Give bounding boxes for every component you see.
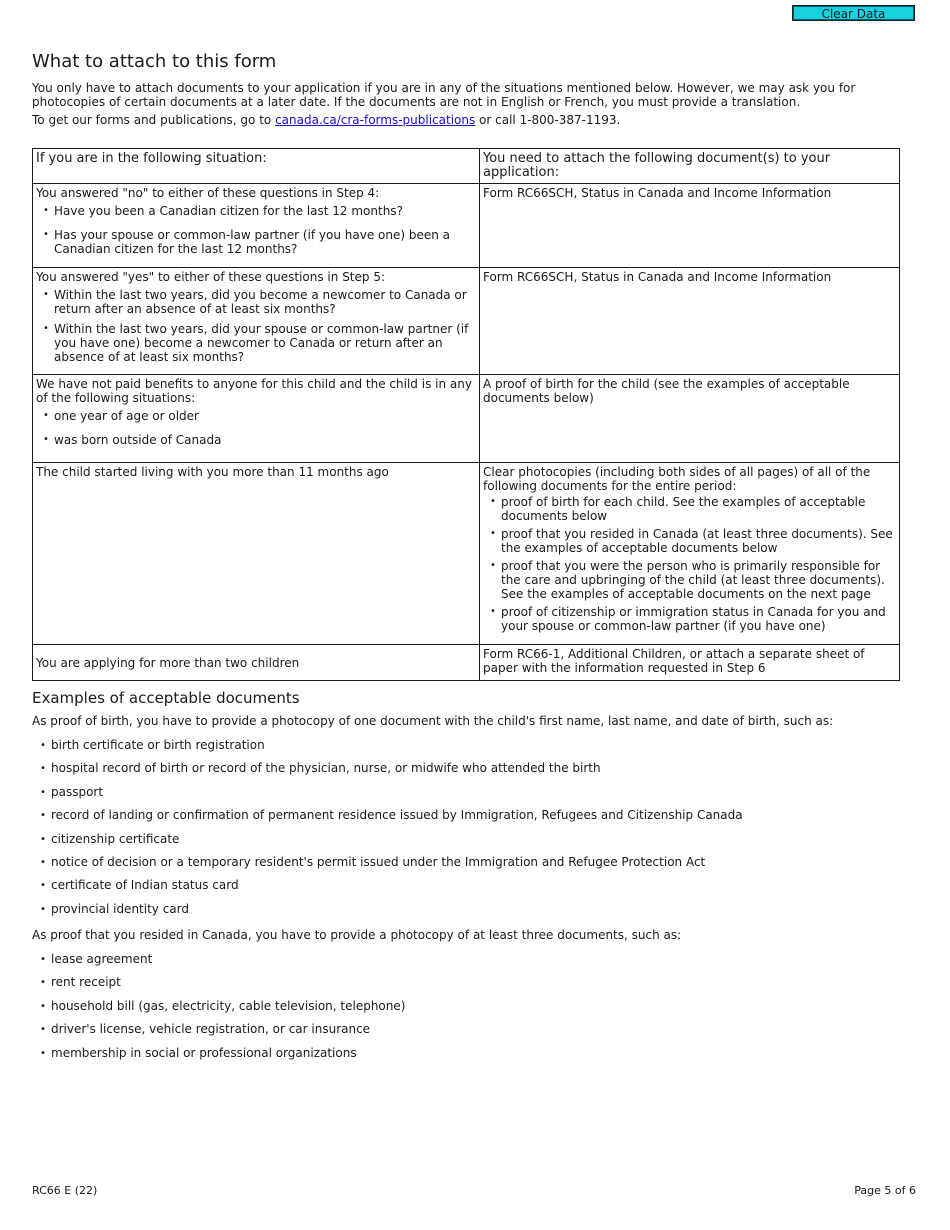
situation-bullets bbox=[36, 288, 476, 364]
residence-proof-list bbox=[32, 952, 912, 1069]
situation-bullets bbox=[36, 204, 476, 256]
requirements-table bbox=[32, 148, 900, 681]
situation-text: You answered "no" to either of these questions in Step 4: bbox=[36, 186, 380, 200]
list-item: • Within the last two years, did your spouse or common-law partner (if you have one) become a newcomer to Canada or return after an absence of at least six months? bbox=[36, 322, 476, 364]
table-row bbox=[33, 268, 900, 375]
forms-line-after: or call 1-800-387-1193. bbox=[475, 113, 621, 127]
forms-line-before: To get our forms and publications, go to bbox=[32, 113, 276, 127]
situation-cell bbox=[33, 184, 480, 268]
list-item: • passport bbox=[32, 785, 912, 808]
birth-proof-list bbox=[32, 738, 912, 925]
clear-data-button[interactable]: Clear Data bbox=[792, 5, 915, 21]
situation-cell bbox=[33, 268, 480, 375]
list-item: • record of landing or confirmation of permanent residence issued by Immigration, Refugees and Citizenship Canada bbox=[32, 808, 912, 831]
table-row bbox=[33, 645, 900, 681]
examples-title: Examples of acceptable documents bbox=[32, 689, 300, 707]
forms-publications-line bbox=[32, 113, 620, 128]
situation-cell: The child started living with you more than 11 months ago bbox=[33, 463, 480, 645]
list-item: • proof that you resided in Canada (at least three documents). See the examples of acceptable documents below bbox=[483, 527, 896, 555]
table-row bbox=[33, 184, 900, 268]
residence-proof-section bbox=[32, 928, 912, 1069]
list-item: • was born outside of Canada bbox=[36, 433, 476, 447]
situation-cell: You are applying for more than two children bbox=[33, 645, 480, 681]
list-item: • proof of birth for each child. See the examples of acceptable documents below bbox=[483, 495, 896, 523]
documents-cell: Form RC66-1, Additional Children, or attach a separate sheet of paper with the information requested in Step 6 bbox=[480, 645, 900, 681]
list-item: • hospital record of birth or record of the physician, nurse, or midwife who attended the birth bbox=[32, 761, 912, 784]
list-item: • Have you been a Canadian citizen for the last 12 months? bbox=[36, 204, 476, 218]
list-item: • lease agreement bbox=[32, 952, 912, 975]
situation-bullets bbox=[36, 409, 476, 447]
birth-proof-intro: As proof of birth, you have to provide a photocopy of one document with the child's first name, last name, and date of birth, such as: bbox=[32, 714, 834, 728]
birth-proof-section bbox=[32, 714, 912, 925]
list-item: • household bill (gas, electricity, cable television, telephone) bbox=[32, 999, 912, 1022]
situation-text: We have not paid benefits to anyone for this child and the child is in any of the following situations: bbox=[36, 377, 472, 405]
documents-cell: A proof of birth for the child (see the examples of acceptable documents below) bbox=[480, 375, 900, 463]
document-bullets bbox=[483, 495, 896, 633]
table-row bbox=[33, 375, 900, 463]
list-item: • proof that you were the person who is primarily responsible for the care and upbringing of the child (at least three documents). See the examples of acceptable documents on the next page bbox=[483, 559, 896, 601]
form-id: RC66 E (22) bbox=[32, 1184, 98, 1197]
list-item: • one year of age or older bbox=[36, 409, 476, 423]
list-item: • notice of decision or a temporary resident's permit issued under the Immigration and Refugee Protection Act bbox=[32, 855, 912, 878]
list-item: • rent receipt bbox=[32, 975, 912, 998]
residence-proof-intro: As proof that you resided in Canada, you have to provide a photocopy of at least three documents, such as: bbox=[32, 928, 682, 942]
table-row bbox=[33, 463, 900, 645]
documents-cell: Form RC66SCH, Status in Canada and Income Information bbox=[480, 268, 900, 375]
list-item: • Has your spouse or common-law partner (if you have one) been a Canadian citizen for the last 12 months? bbox=[36, 228, 476, 256]
forms-publications-link[interactable]: canada.ca/cra-forms-publications bbox=[275, 113, 476, 127]
list-item: • citizenship certificate bbox=[32, 832, 912, 855]
list-item: • provincial identity card bbox=[32, 902, 912, 925]
header-documents: You need to attach the following document(s) to your application: bbox=[480, 149, 900, 184]
documents-cell: Form RC66SCH, Status in Canada and Income Information bbox=[480, 184, 900, 268]
list-item: • birth certificate or birth registration bbox=[32, 738, 912, 761]
page-number: Page 5 of 6 bbox=[854, 1184, 916, 1197]
situation-text: You answered "yes" to either of these questions in Step 5: bbox=[36, 270, 386, 284]
list-item: • membership in social or professional organizations bbox=[32, 1046, 912, 1069]
list-item: • Within the last two years, did you become a newcomer to Canada or return after an absence of at least six months? bbox=[36, 288, 476, 316]
documents-cell bbox=[480, 463, 900, 645]
situation-cell bbox=[33, 375, 480, 463]
page-title: What to attach to this form bbox=[32, 51, 277, 72]
intro-paragraph: You only have to attach documents to your application if you are in any of the situations mentioned below. However, we may ask you for photocopies of certain documents at a later date. If the documents are not in English or French, you must provide a translation. bbox=[32, 81, 856, 109]
list-item: • certificate of Indian status card bbox=[32, 878, 912, 901]
documents-text: Clear photocopies (including both sides of all pages) of all of the following documents for the entire period: bbox=[483, 465, 871, 493]
list-item: • proof of citizenship or immigration status in Canada for you and your spouse or common-law partner (if you have one) bbox=[483, 605, 896, 633]
list-item: • driver's license, vehicle registration, or car insurance bbox=[32, 1022, 912, 1045]
header-situation: If you are in the following situation: bbox=[33, 149, 480, 184]
